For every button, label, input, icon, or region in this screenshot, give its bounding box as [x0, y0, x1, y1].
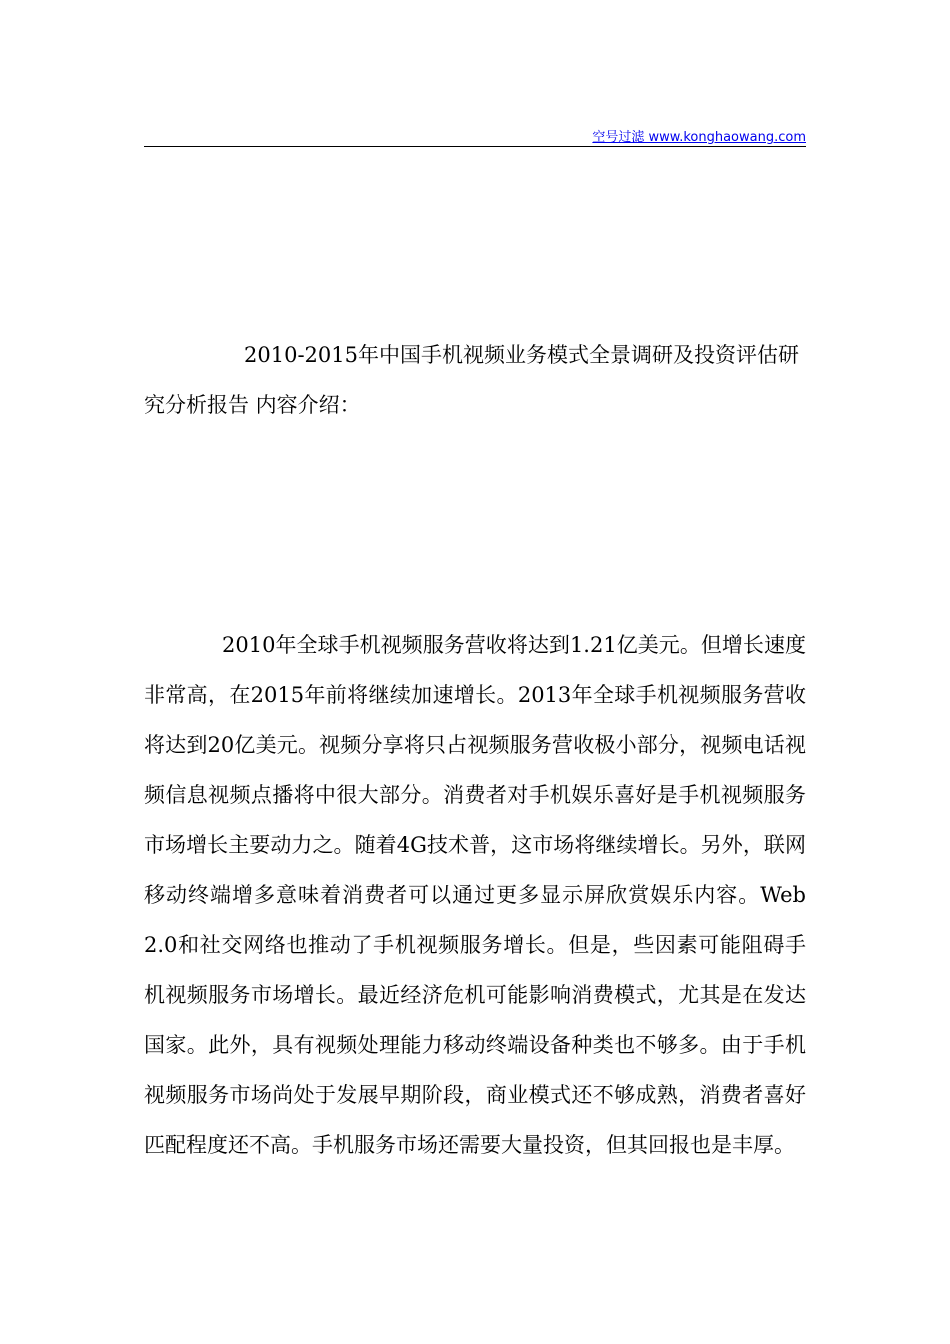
body-paragraph: 2010年全球手机视频服务营收将达到1.21亿美元。但增长速度非常高，在2015年前将继续加速增长。2013年全球手机视频服务营收将达到20亿美元。视频分享将只占视频服务营收极小部分，视频电话视频信息视频点播将中很大部分。消费者对手机娱乐喜好是手机视频服务市场增长主要动力之。随着4G技术普，这市场将继续增长。另外，联网移动终端增多意味着消费者可以通过更多显示屏欣赏娱乐内容。Web 2.0和社交网络也推动了手机视频服务增长。但是，些因素可能阻碍手机视频服务市场增长。最近经济危机可能影响消费模式，尤其是在发达国家。此外，具有视频处理能力移动终端设备种类也不够多。由于手机视频服务市场尚处于发展早期阶段，商业模式还不够成熟，消费者喜好匹配程度还不高。手机服务市场还需要大量投资，但其回报也是丰厚。 — [144, 633, 806, 1157]
page-header — [144, 124, 806, 147]
document-title: 2010-2015年中国手机视频业务模式全景调研及投资评估研究分析报告 内容介绍： — [144, 343, 799, 417]
header-website-link[interactable]: 空号过滤 www.konghaowang.com — [592, 130, 806, 145]
